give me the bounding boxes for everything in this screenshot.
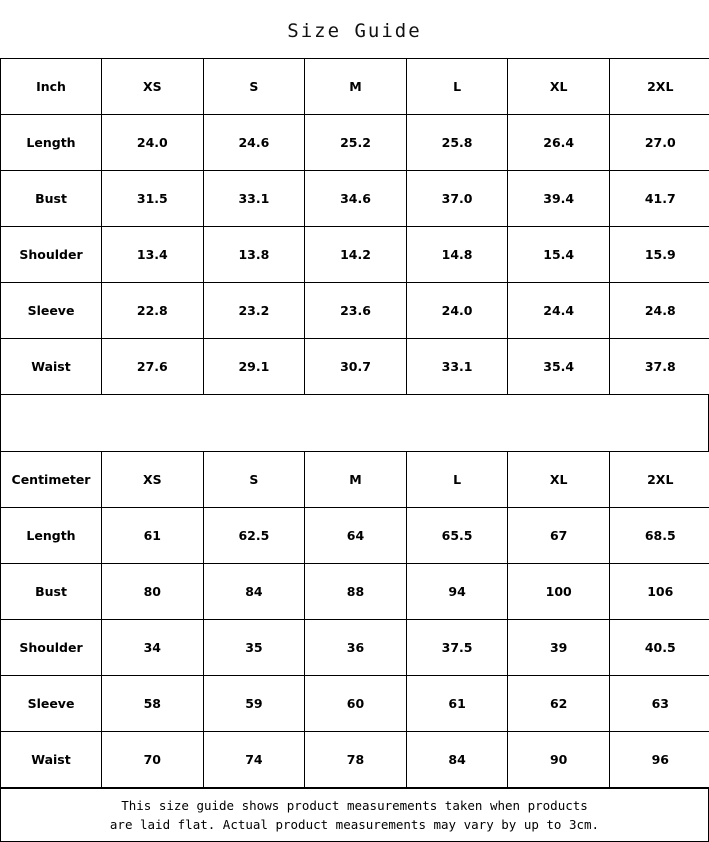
table-row [1,171,709,227]
cell-waist-2xl: 96 [609,732,709,788]
cell-shoulder-s: 35 [203,620,305,676]
cell-waist-m: 30.7 [305,339,407,395]
cell-shoulder-xs: 34 [102,620,204,676]
cell-shoulder-2xl: 40.5 [609,620,709,676]
row-label-length: Length [1,508,102,564]
cell-shoulder-s: 13.8 [203,227,305,283]
cell-waist-m: 78 [305,732,407,788]
column-header-l: L [406,59,508,115]
cell-length-l: 65.5 [406,508,508,564]
column-header-m: M [305,59,407,115]
page-title: Size Guide [287,20,422,42]
cell-length-l: 25.8 [406,115,508,171]
cell-length-xl: 26.4 [508,115,610,171]
cell-sleeve-xl: 62 [508,676,610,732]
cell-sleeve-m: 60 [305,676,407,732]
row-label-sleeve: Sleeve [1,676,102,732]
column-header-2xl: 2XL [609,452,709,508]
cell-length-2xl: 27.0 [609,115,709,171]
cell-bust-2xl: 106 [609,564,709,620]
cell-bust-xs: 31.5 [102,171,204,227]
row-label-sleeve: Sleeve [1,283,102,339]
table-row [1,508,709,564]
table-separator [0,395,709,451]
row-label-waist: Waist [1,732,102,788]
note-line-1: This size guide shows product measurements taken when products [121,798,588,813]
cell-bust-2xl: 41.7 [609,171,709,227]
cell-sleeve-s: 23.2 [203,283,305,339]
cell-bust-s: 33.1 [203,171,305,227]
table-row [1,227,709,283]
cell-waist-xl: 35.4 [508,339,610,395]
row-label-shoulder: Shoulder [1,227,102,283]
cell-waist-l: 33.1 [406,339,508,395]
cell-bust-l: 94 [406,564,508,620]
row-label-waist: Waist [1,339,102,395]
table-row [1,564,709,620]
cell-sleeve-xs: 22.8 [102,283,204,339]
cell-sleeve-2xl: 24.8 [609,283,709,339]
column-header-2xl: 2XL [609,59,709,115]
unit-label-centimeter: Centimeter [1,452,102,508]
column-header-xl: XL [508,59,610,115]
table-row [1,115,709,171]
row-label-shoulder: Shoulder [1,620,102,676]
cell-waist-xl: 90 [508,732,610,788]
cell-waist-2xl: 37.8 [609,339,709,395]
cell-waist-xs: 70 [102,732,204,788]
cell-sleeve-s: 59 [203,676,305,732]
cell-sleeve-l: 61 [406,676,508,732]
column-header-xl: XL [508,452,610,508]
size-guide-note [0,788,709,842]
cell-sleeve-l: 24.0 [406,283,508,339]
cell-bust-xs: 80 [102,564,204,620]
cell-shoulder-l: 14.8 [406,227,508,283]
table-row [1,620,709,676]
cell-length-xs: 24.0 [102,115,204,171]
cell-sleeve-2xl: 63 [609,676,709,732]
cell-bust-s: 84 [203,564,305,620]
cell-length-s: 62.5 [203,508,305,564]
row-label-bust: Bust [1,171,102,227]
cell-length-s: 24.6 [203,115,305,171]
table-row [1,732,709,788]
cell-shoulder-m: 36 [305,620,407,676]
table-header-row [1,59,709,115]
column-header-s: S [203,452,305,508]
row-label-length: Length [1,115,102,171]
table-row [1,339,709,395]
cell-bust-xl: 100 [508,564,610,620]
cell-bust-l: 37.0 [406,171,508,227]
unit-label-inch: Inch [1,59,102,115]
cell-bust-m: 34.6 [305,171,407,227]
cell-waist-s: 29.1 [203,339,305,395]
table-row [1,283,709,339]
cell-shoulder-l: 37.5 [406,620,508,676]
inch-size-table [0,58,709,395]
cell-length-m: 64 [305,508,407,564]
row-label-bust: Bust [1,564,102,620]
table-header-row [1,452,709,508]
cell-bust-xl: 39.4 [508,171,610,227]
column-header-m: M [305,452,407,508]
cell-shoulder-xl: 15.4 [508,227,610,283]
cell-length-xl: 67 [508,508,610,564]
cell-sleeve-xl: 24.4 [508,283,610,339]
cell-shoulder-xs: 13.4 [102,227,204,283]
cell-shoulder-xl: 39 [508,620,610,676]
cell-sleeve-m: 23.6 [305,283,407,339]
cell-length-2xl: 68.5 [609,508,709,564]
cell-bust-m: 88 [305,564,407,620]
cell-shoulder-m: 14.2 [305,227,407,283]
cell-sleeve-xs: 58 [102,676,204,732]
cell-shoulder-2xl: 15.9 [609,227,709,283]
column-header-l: L [406,452,508,508]
cell-length-xs: 61 [102,508,204,564]
cell-waist-l: 84 [406,732,508,788]
cell-waist-s: 74 [203,732,305,788]
table-row [1,676,709,732]
column-header-xs: XS [102,59,204,115]
cell-waist-xs: 27.6 [102,339,204,395]
column-header-xs: XS [102,452,204,508]
column-header-s: S [203,59,305,115]
note-line-2: are laid flat. Actual product measurements may vary by up to 3cm. [109,817,600,832]
cell-length-m: 25.2 [305,115,407,171]
centimeter-size-table [0,451,709,788]
